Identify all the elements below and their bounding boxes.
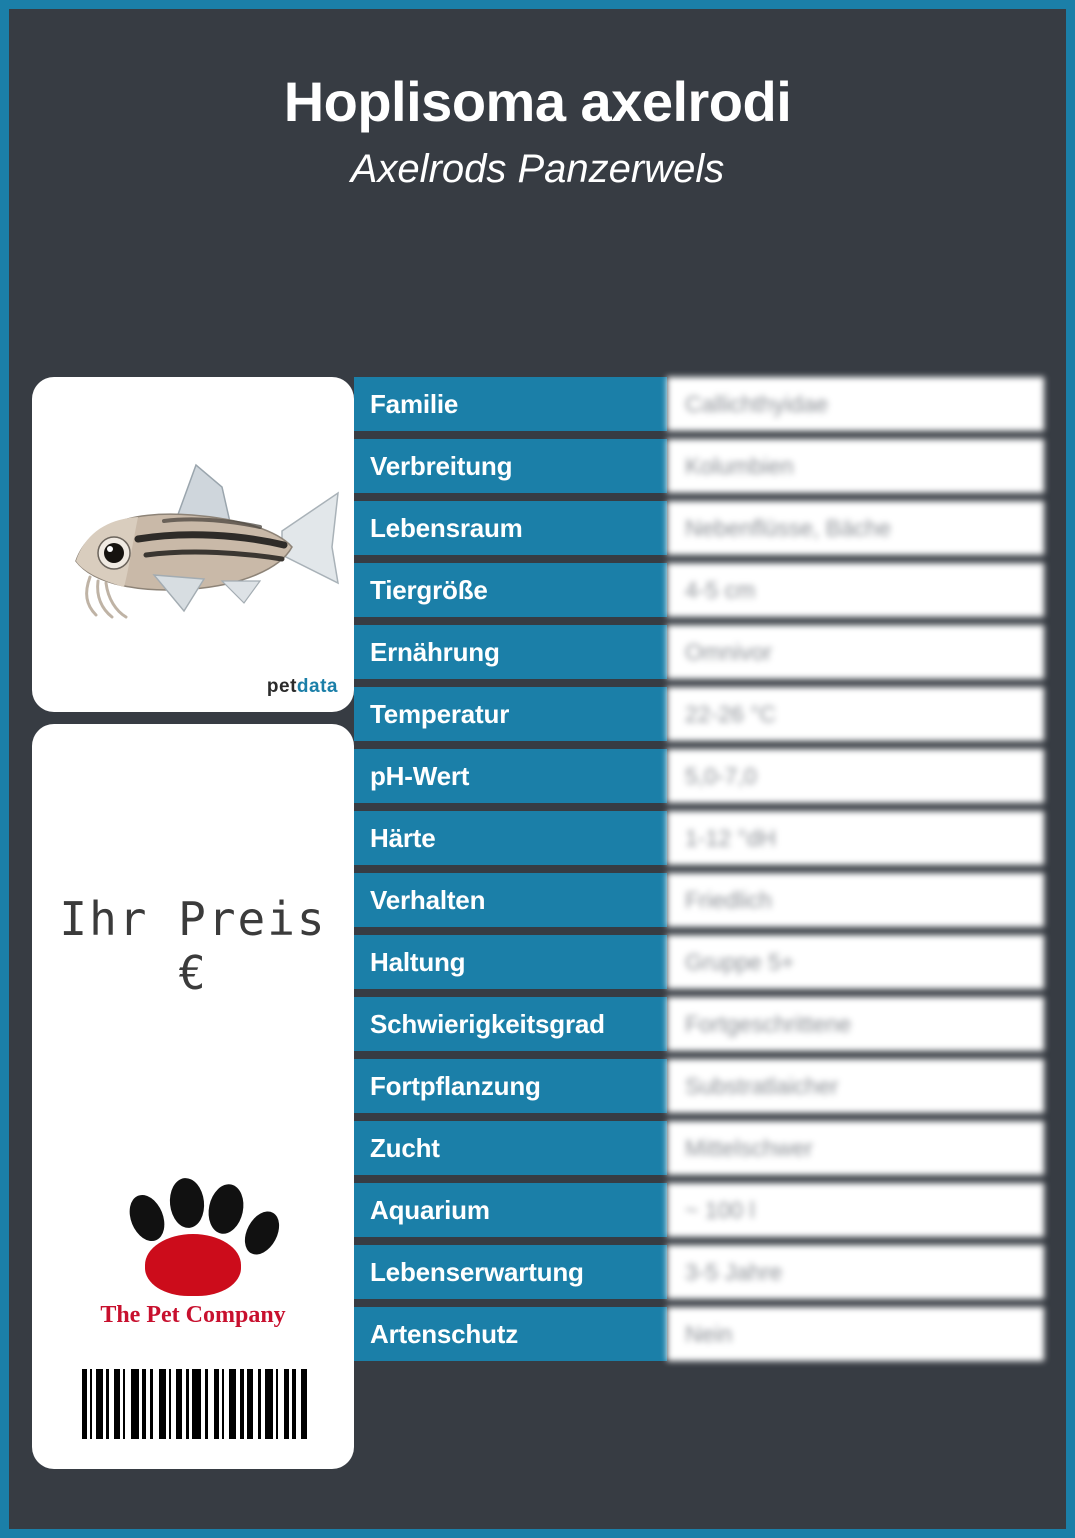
spec-label: Familie xyxy=(354,377,667,431)
table-row xyxy=(354,687,1044,741)
table-row xyxy=(354,997,1044,1051)
table-row xyxy=(354,1121,1044,1175)
species-photo-panel xyxy=(32,377,354,712)
table-row xyxy=(354,873,1044,927)
spec-label: pH-Wert xyxy=(354,749,667,803)
spec-value: Friedlich xyxy=(667,873,1044,927)
barcode xyxy=(82,1369,312,1439)
spec-label: Fortpflanzung xyxy=(354,1059,667,1113)
spec-label: Tiergröße xyxy=(354,563,667,617)
table-row xyxy=(354,1307,1044,1361)
price-panel xyxy=(32,724,354,1469)
spec-value: Fortgeschrittene xyxy=(667,997,1044,1051)
spec-value: 22-26 °C xyxy=(667,687,1044,741)
spec-value: Callichthyidae xyxy=(667,377,1044,431)
spec-value: Mittelschwer xyxy=(667,1121,1044,1175)
spec-label: Verhalten xyxy=(354,873,667,927)
table-row xyxy=(354,563,1044,617)
spec-label: Verbreitung xyxy=(354,439,667,493)
spec-value: 1-12 °dH xyxy=(667,811,1044,865)
spec-value: 4-5 cm xyxy=(667,563,1044,617)
spec-value: Gruppe 5+ xyxy=(667,935,1044,989)
spec-label: Schwierigkeitsgrad xyxy=(354,997,667,1051)
petdata-watermark-pet: pet xyxy=(266,676,297,697)
table-row xyxy=(354,935,1044,989)
spec-value: 3-5 Jahre xyxy=(667,1245,1044,1299)
species-spec-table xyxy=(354,377,1044,1361)
spec-label: Aquarium xyxy=(354,1183,667,1237)
table-row xyxy=(354,1059,1044,1113)
table-row xyxy=(354,439,1044,493)
spec-value: Substratlaicher xyxy=(667,1059,1044,1113)
right-column xyxy=(354,377,1066,1529)
table-row xyxy=(354,625,1044,679)
table-row xyxy=(354,811,1044,865)
paw-print-icon xyxy=(101,1176,286,1296)
spec-label: Lebensraum xyxy=(354,501,667,555)
spec-value: Nein xyxy=(667,1307,1044,1361)
spec-value: Nebenflüsse, Bäche xyxy=(667,501,1044,555)
company-name: The Pet Company xyxy=(100,1302,286,1328)
spec-value: ~ 100 l xyxy=(667,1183,1044,1237)
petdata-watermark xyxy=(267,676,338,698)
left-column xyxy=(9,377,354,1529)
species-info-card xyxy=(9,9,1066,1529)
table-row xyxy=(354,377,1044,431)
spec-value: Kolumbien xyxy=(667,439,1044,493)
spec-value: Omnivor xyxy=(667,625,1044,679)
table-row xyxy=(354,1183,1044,1237)
spec-label: Temperatur xyxy=(354,687,667,741)
spec-label: Haltung xyxy=(354,935,667,989)
spec-label: Härte xyxy=(354,811,667,865)
table-row xyxy=(354,749,1044,803)
price-label: Ihr Preis € xyxy=(59,892,327,1000)
fish-photo xyxy=(46,435,342,650)
spec-label: Lebenserwartung xyxy=(354,1245,667,1299)
scientific-name-title: Hoplisoma axelrodi xyxy=(283,70,792,133)
spec-value: 5,0-7,0 xyxy=(667,749,1044,803)
card-body xyxy=(9,377,1066,1529)
spec-label: Artenschutz xyxy=(354,1307,667,1361)
petdata-watermark-data: data xyxy=(296,676,338,697)
spec-label: Ernährung xyxy=(354,625,667,679)
table-row xyxy=(354,501,1044,555)
spec-label: Zucht xyxy=(354,1121,667,1175)
common-name-subtitle: Axelrods Panzerwels xyxy=(350,146,725,191)
table-row xyxy=(354,1245,1044,1299)
card-header xyxy=(9,9,1066,191)
company-logo xyxy=(32,1176,354,1329)
